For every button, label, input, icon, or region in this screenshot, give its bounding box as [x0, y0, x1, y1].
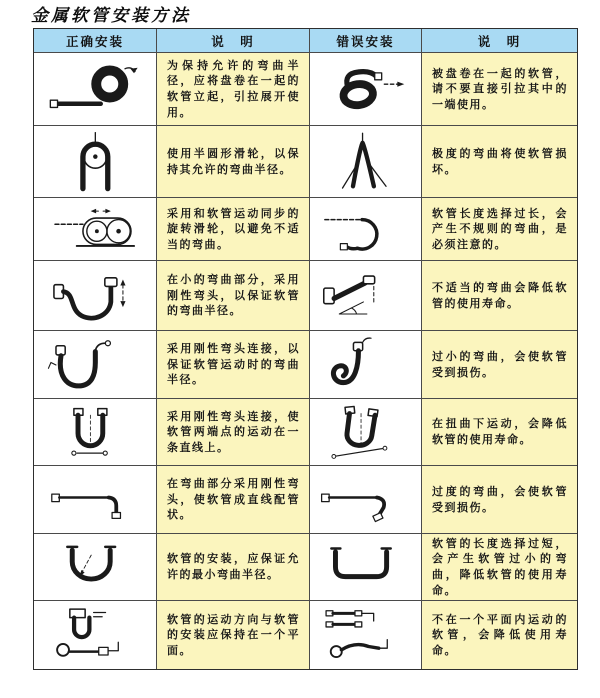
figure-svg	[313, 57, 417, 122]
correct-install-figure	[34, 198, 156, 260]
figure-svg	[38, 469, 153, 529]
wrong-install-note	[422, 331, 577, 398]
wrong-note-text: 不在一个平面内运动的软管，会降低使用寿命。	[432, 612, 568, 657]
wrong-note-text: 不适当的弯曲会降低软管的使用寿命。	[432, 280, 568, 310]
installation-method-table	[33, 28, 578, 670]
wrong-note-text: 极度的弯曲将使软管损坏。	[432, 146, 568, 176]
wrong-install-note	[422, 261, 577, 330]
wrong-install-figure	[310, 53, 421, 125]
header-wrong-note: 说 明	[422, 29, 577, 52]
wrong-install-figure	[310, 399, 421, 465]
table-row	[34, 466, 577, 533]
correct-note-text: 在小的弯曲部分，采用刚性弯头，以保证软管的弯曲半径。	[167, 273, 300, 318]
wrong-note-text: 软管的长度选择过短，会产生软管过小的弯曲，降低软管的使用寿命。	[432, 536, 568, 597]
figure-svg	[38, 537, 153, 596]
figure-svg	[313, 537, 417, 596]
wrong-note-text: 被盘卷在一起的软管，请不要直接引拉其中的一端使用。	[432, 66, 568, 111]
correct-install-figure	[34, 601, 156, 669]
correct-install-note	[157, 601, 309, 669]
figure-svg	[38, 201, 153, 257]
wrong-install-note	[422, 466, 577, 533]
correct-install-note	[157, 466, 309, 533]
figure-svg	[313, 402, 417, 461]
wrong-note-text: 在扭曲下运动，会降低软管的使用寿命。	[432, 417, 568, 446]
wrong-install-figure	[310, 466, 421, 533]
table-row	[34, 126, 577, 197]
figure-svg	[38, 264, 153, 326]
correct-install-figure	[34, 399, 156, 465]
wrong-install-note	[422, 53, 577, 125]
correct-install-figure	[34, 534, 156, 600]
wrong-install-note	[422, 534, 577, 600]
figure-svg	[313, 201, 417, 257]
table-row	[34, 399, 577, 465]
table-row	[34, 331, 577, 398]
wrong-install-figure	[310, 534, 421, 600]
correct-install-note	[157, 399, 309, 465]
figure-svg	[38, 57, 153, 122]
wrong-note-text: 软管长度选择过长，会产生不规则的弯曲，是必须注意的。	[432, 206, 568, 251]
wrong-install-figure	[310, 601, 421, 669]
wrong-install-figure	[310, 198, 421, 260]
correct-install-figure	[34, 261, 156, 330]
correct-note-text: 采用刚性弯头连接，以保证软管运动时的弯曲半径。	[167, 342, 300, 387]
figure-svg	[38, 130, 153, 194]
table-header-row	[34, 29, 577, 52]
correct-note-text: 使用半圆形滑轮，以保持其允许的弯曲半径。	[167, 146, 300, 176]
correct-note-text: 软管的运动方向与软管的安装应保持在一个平面。	[167, 612, 300, 657]
correct-install-figure	[34, 331, 156, 398]
correct-note-text: 为保持允许的弯曲半径，应将盘卷在一起的软管立起，引拉展开使用。	[167, 58, 300, 119]
wrong-note-text: 过度的弯曲，会使软管受到损伤。	[432, 484, 568, 514]
correct-note-text: 采用刚性弯头连接，使软管两端点的运动在一条直线上。	[167, 409, 300, 454]
correct-install-note	[157, 53, 309, 125]
correct-install-note	[157, 261, 309, 330]
wrong-install-note	[422, 198, 577, 260]
wrong-note-text: 过小的弯曲，会使软管受到损伤。	[432, 349, 568, 379]
figure-svg	[313, 130, 417, 194]
correct-install-note	[157, 198, 309, 260]
figure-svg	[38, 334, 153, 394]
wrong-install-figure	[310, 126, 421, 197]
header-correct-note: 说 明	[157, 29, 309, 52]
wrong-install-note	[422, 601, 577, 669]
figure-svg	[313, 469, 417, 529]
header-wrong-install: 错误安装	[310, 29, 421, 52]
correct-install-figure	[34, 53, 156, 125]
correct-note-text: 在弯曲部分采用刚性弯头，使软管成直线配管状。	[167, 477, 300, 522]
wrong-install-note	[422, 126, 577, 197]
wrong-install-figure	[310, 261, 421, 330]
table-row	[34, 261, 577, 330]
figure-svg	[313, 334, 417, 394]
correct-install-figure	[34, 126, 156, 197]
wrong-install-figure	[310, 331, 421, 398]
correct-note-text: 采用和软管运动同步的旋转滑轮，以避免不适当的弯曲。	[167, 206, 300, 251]
table-row	[34, 53, 577, 125]
page-title: 金属软管安装方法	[31, 6, 191, 26]
correct-install-figure	[34, 466, 156, 533]
table-row	[34, 198, 577, 260]
figure-svg	[38, 402, 153, 461]
wrong-install-note	[422, 399, 577, 465]
table-row	[34, 534, 577, 600]
figure-svg	[313, 604, 417, 665]
correct-install-note	[157, 331, 309, 398]
correct-install-note	[157, 126, 309, 197]
table-row	[34, 601, 577, 669]
header-correct-install: 正确安装	[34, 29, 156, 52]
figure-svg	[313, 264, 417, 326]
correct-note-text: 软管的安装，应保证允许的最小弯曲半径。	[167, 552, 300, 581]
correct-install-note	[157, 534, 309, 600]
figure-svg	[38, 604, 153, 665]
